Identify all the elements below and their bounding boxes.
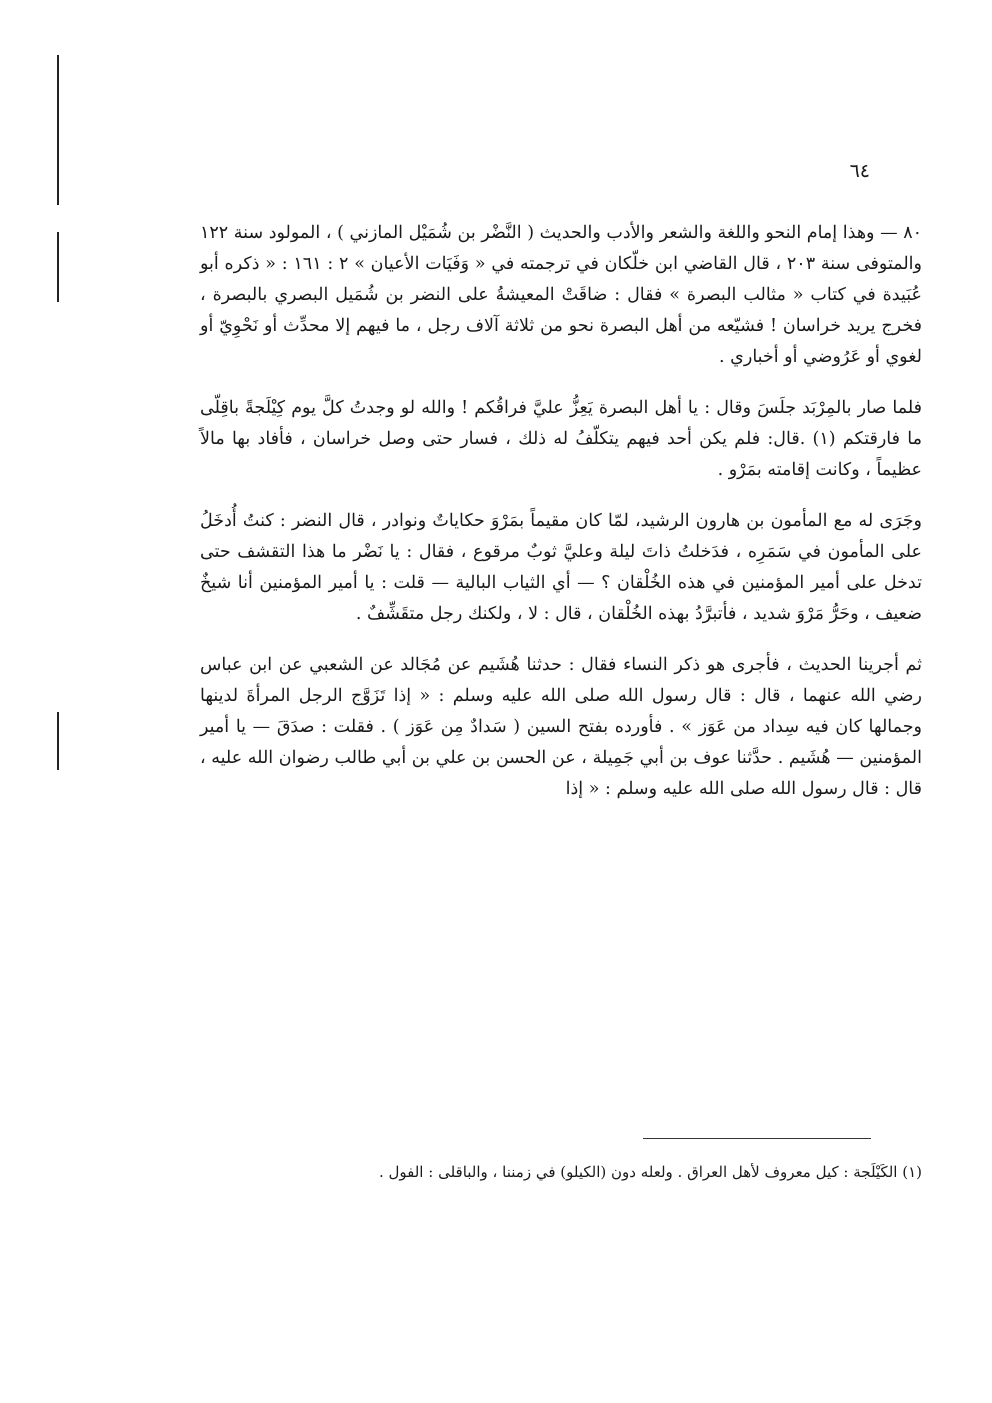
paragraph: فلما صار بالمِرْبَد جلَسَ وقال : يا أهل البصرة يَعِزُّ عليَّ فراقُكم ! والله لو وجدتُ كلَّ يوم كِيْلَجةً باقِلّى ما فارقتكم (١) .قال: فلم يكن أحد فيهم يتكلّفُ له ذلك ، فسار حتى وصل خراسان ، فأفاد بها مالاً عظيماً ، وكانت إقامته بمَرْو . xyxy=(200,398,922,480)
scan-edge-mark xyxy=(57,712,59,770)
footnote: (١) الكَيْلَجة : كيل معروف لأهل العراق . ولعله دون (الكيلو) في زمننا ، والباقلى : الفول . xyxy=(378,1163,922,1181)
scan-edge-mark xyxy=(57,55,59,205)
scan-edge-mark xyxy=(57,232,59,302)
main-text xyxy=(200,218,922,805)
paragraph: ٨٠ — وهذا إمام النحو واللغة والشعر والأدب والحديث ( النَّضْر بن شُمَيْل المازني ) ، المولود سنة ١٢٢ والمتوفى سنة ٢٠٣ ، قال القاضي ابن خلّكان في ترجمته في « وَفَيَات الأعيان » ٢ : ١٦١ : « ذكره أبو عُبَيدة في كتاب « مثالب البصرة » فقال : ضاقَتْ المعيشةُ على النضر بن شُمَيل البصري بالبصرة ، فخرج يريد خراسان ! فشيّعه من أهل البصرة نحو من ثلاثة آلاف رجل ، ما فيهم إلا محدِّث أو نَحْوِيّ أو لغوي أو عَرُوضي أو أخباري . xyxy=(200,223,922,367)
paragraph: ثم أجرينا الحديث ، فأجرى هو ذكر النساء فقال : حدثنا هُشَيم عن مُجَالد عن الشعبي عن ابن عباس رضي الله عنهما ، قال : قال رسول الله صلى الله عليه وسلم : « إذا تَزَوَّج الرجل المرأةَ لدينها وجمالها كان فيه سِداد من عَوَز » . فأورده بفتح السين ( سَدادٌ مِن عَوَز ) . فقلت : صدَقَ — يا أمير المؤمنين — هُشَيم . حدَّثنا عوف بن أبي جَمِيلة ، عن الحسن بن علي بن أبي طالب رضوان الله عليه ، قال : قال رسول الله صلى الله عليه وسلم : « إذا xyxy=(200,655,922,799)
paragraph: وجَرَى له مع المأمون بن هارون الرشيد، لمّا كان مقيماً بمَرْوَ حكاياتٌ ونوادر ، قال النضر : كنتُ أُدخَلُ على المأمون في سَمَرِه ، فدَخلتُ ذاتَ ليلة وعليَّ ثوبٌ مرقوع ، فقال : يا نَضْر ما هذا التقشف حتى تدخل على أمير المؤمنين في هذه الخُلْقان ؟ — أي الثياب البالية — قلت : يا أمير المؤمنين أنا شيخٌ ضعيف ، وحَرُّ مَرْوَ شديد ، فأتبرَّدُ بهذه الخُلْقان ، قال : لا ، ولكنك رجل متقَشِّفٌ . xyxy=(200,511,922,624)
page-number: ٦٤ xyxy=(849,160,870,182)
footnote-divider xyxy=(643,1138,871,1139)
